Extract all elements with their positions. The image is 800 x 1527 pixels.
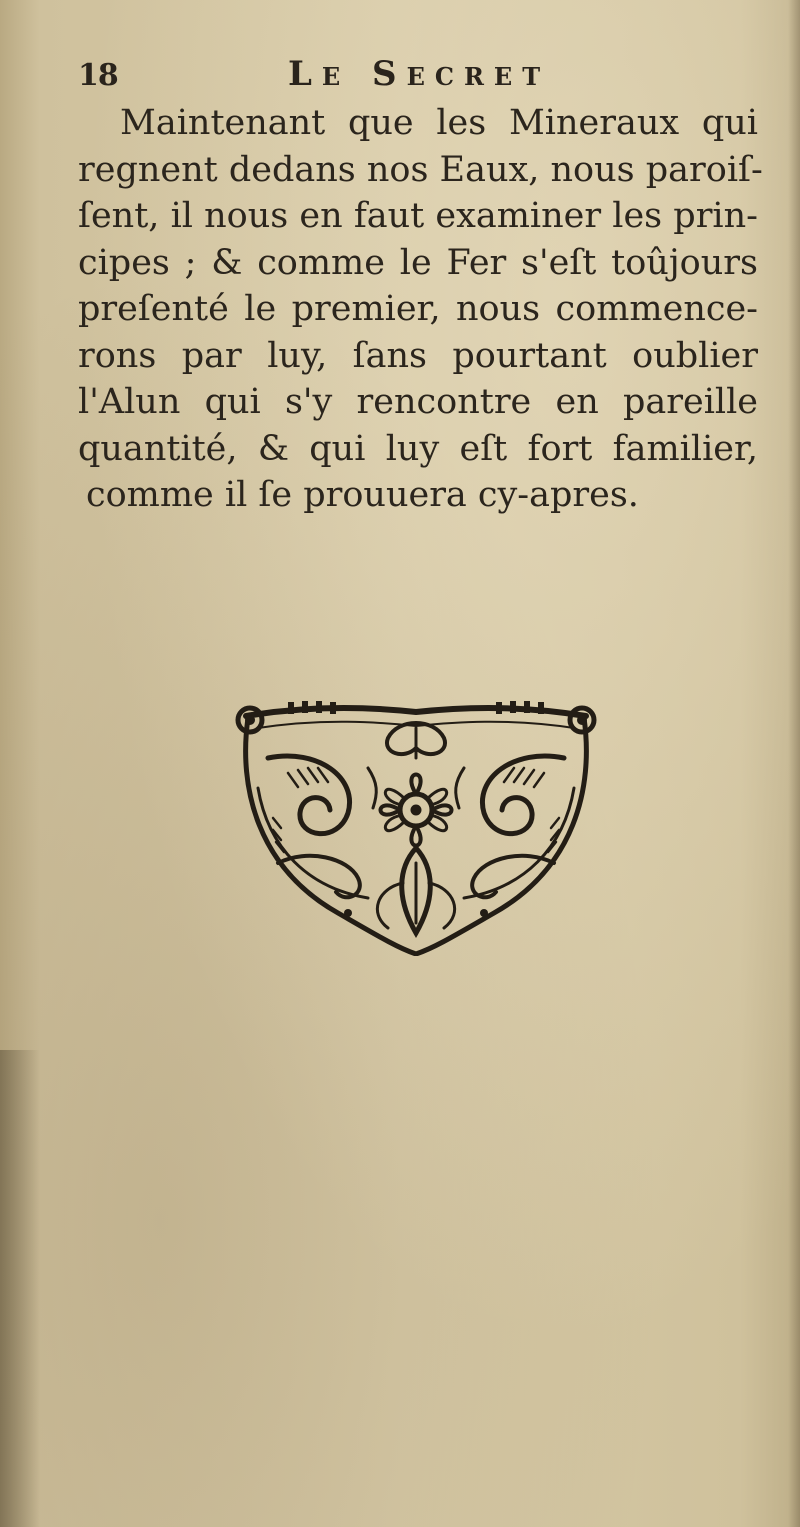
running-head: Le Secret bbox=[288, 54, 551, 94]
text-line: preſenté le premier, nous commence- bbox=[78, 289, 758, 329]
text-line: comme il ſe prouuera cy-apres. bbox=[86, 475, 639, 515]
page-header bbox=[78, 52, 758, 100]
text-line: quantité, & qui luy eſt fort familier, bbox=[78, 428, 758, 469]
page-number: 18 bbox=[78, 58, 118, 93]
text-line: l'Alun qui s'y rencontre en pareille bbox=[78, 382, 758, 422]
text-line: rons par luy, ſans pourtant oublier bbox=[78, 335, 758, 376]
text-line: ſent, il nous en faut examiner les prin- bbox=[78, 196, 758, 236]
floral-tailpiece-ornament-icon bbox=[228, 698, 604, 956]
text-line: Maintenant que les Mineraux qui bbox=[120, 103, 758, 143]
body-paragraph bbox=[78, 100, 763, 519]
binding-shadow bbox=[0, 1050, 40, 1527]
text-line: regnent dedans nos Eaux, nous paroiſ- bbox=[78, 149, 763, 190]
text-line: cipes ; & comme le Fer s'eſt toûjours bbox=[78, 242, 758, 283]
page-edge bbox=[788, 0, 800, 1527]
